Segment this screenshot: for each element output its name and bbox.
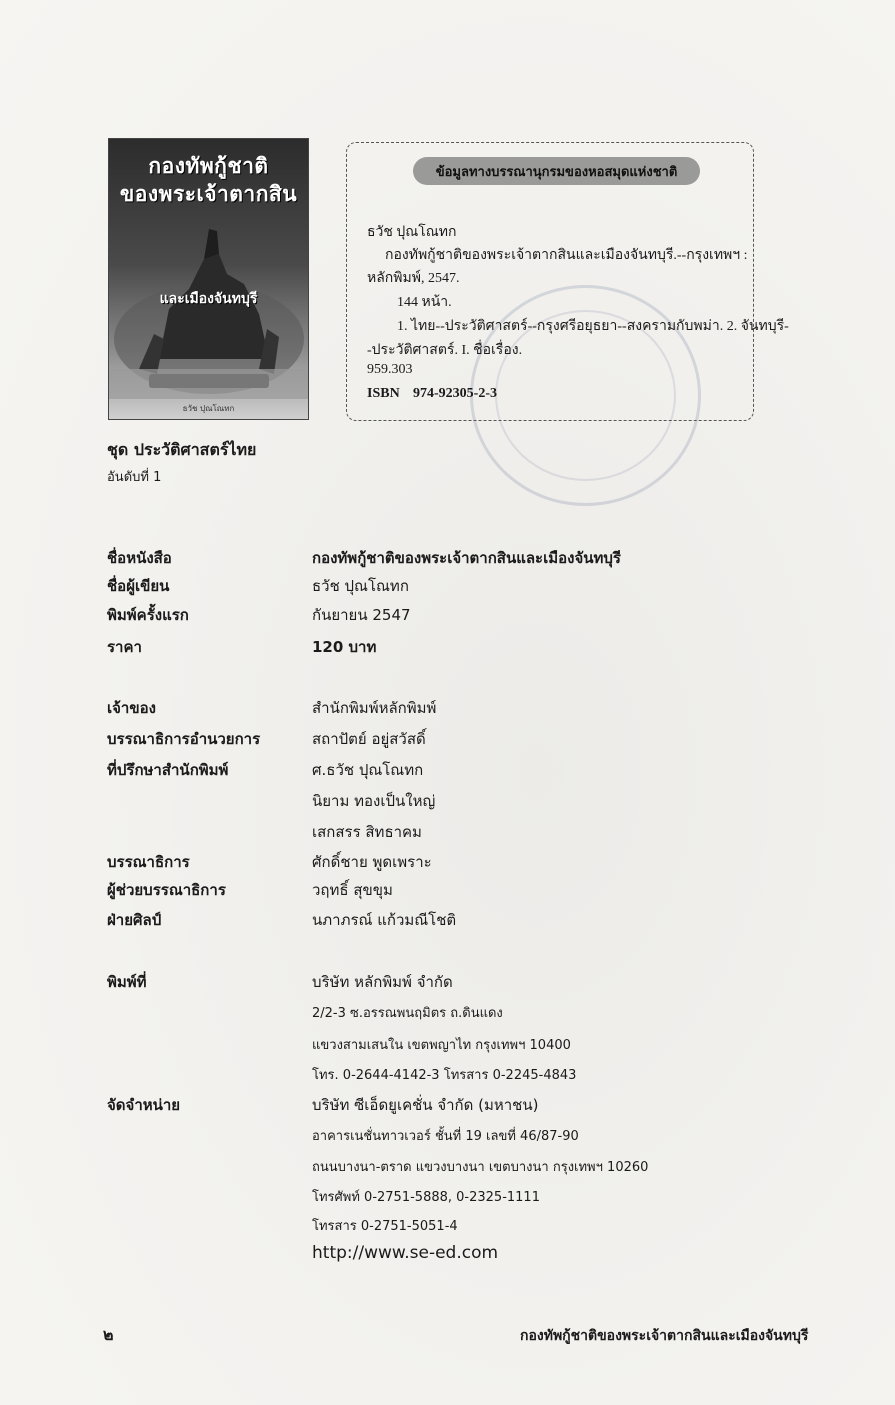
cip-isbn: 974-92305-2-3 (413, 386, 497, 401)
distributor-address-line1: อาคารเนชั่นทาวเวอร์ ชั้นที่ 19 เลขที่ 46/87-90 (312, 1129, 579, 1144)
printer-address-line1: 2/2-3 ซ.อรรณพนฤมิตร ถ.ดินแดง (312, 1006, 503, 1021)
director-label: บรรณาธิการอำนวยการ (107, 730, 261, 748)
advisor-3: เสกสรร สิทธาคม (312, 823, 422, 841)
book-cover-image (108, 138, 309, 420)
director-value: สถาปัตย์ อยู่สวัสดิ์ (312, 730, 426, 748)
printer-label: พิมพ์ที่ (107, 973, 147, 991)
advisor-1: ศ.ธวัช ปุณโณทก (312, 761, 424, 779)
distributor-name: บริษัท ซีเอ็ดยูเคชั่น จำกัด (มหาชน) (312, 1096, 539, 1114)
cover-title-line1: กองทัพกู้ชาติ (148, 154, 269, 178)
first-print-value: กันยายน 2547 (312, 606, 411, 624)
printer-name: บริษัท หลักพิมพ์ จำกัด (312, 973, 453, 991)
asst-editor-value: วฤทธิ์ สุขขุม (312, 881, 393, 899)
distributor-address-line2: ถนนบางนา-ตราด แขวงบางนา เขตบางนา กรุงเทพฯ 10260 (312, 1160, 649, 1175)
owner-value: สำนักพิมพ์หลักพิมพ์ (312, 699, 437, 717)
printer-phone: โทร. 0-2644-4142-3 โทรสาร 0-2245-4843 (312, 1068, 577, 1083)
cip-title-line1: กองทัพกู้ชาติของพระเจ้าตากสินและเมืองจันทบุรี.--กรุงเทพฯ : (385, 248, 748, 263)
art-value: นภาภรณ์ แก้วมณีโชติ (312, 911, 457, 929)
printer-address-line2: แขวงสามเสนใน เขตพญาไท กรุงเทพฯ 10400 (312, 1038, 571, 1053)
asst-editor-label: ผู้ช่วยบรรณาธิการ (107, 881, 226, 899)
first-print-label: พิมพ์ครั้งแรก (107, 606, 189, 624)
distributor-url[interactable]: http://www.se-ed.com (312, 1243, 499, 1263)
owner-label: เจ้าของ (107, 699, 156, 717)
cip-subjects-line2: -ประวัติศาสตร์. I. ชื่อเรื่อง. (367, 343, 523, 358)
distributor-fax: โทรสาร 0-2751-5051-4 (312, 1219, 458, 1234)
cover-subtitle: และเมืองจันทบุรี (159, 291, 258, 307)
cip-pages: 144 หน้า. (397, 295, 452, 310)
price-label: ราคา (107, 638, 142, 656)
cip-subjects-line1: 1. ไทย--ประวัติศาสตร์--กรุงศรีอยุธยา--สงครามกับพม่า. 2. จันทบุรี- (397, 319, 789, 334)
distributor-phone: โทรศัพท์ 0-2751-5888, 0-2325-1111 (312, 1190, 540, 1205)
cip-data-box (346, 142, 789, 421)
distributor-label: จัดจำหน่าย (107, 1096, 181, 1114)
editor-value: ศักดิ์ชาย พูดเพราะ (312, 853, 432, 871)
cip-header: ข้อมูลทางบรรณานุกรมของหอสมุดแห่งชาติ (413, 157, 700, 185)
cover-author: ธวัช ปุณโณทก (182, 404, 235, 413)
author-label: ชื่อผู้เขียน (107, 577, 170, 595)
series-name: ชุด ประวัติศาสตร์ไทย (107, 440, 257, 459)
advisor-2: นิยาม ทองเป็นใหญ่ (312, 792, 436, 810)
cip-isbn-label: ISBN (367, 386, 400, 401)
art-label: ฝ่ายศิลป์ (107, 911, 162, 929)
advisor-label: ที่ปรึกษาสำนักพิมพ์ (107, 761, 229, 779)
book-title-label: ชื่อหนังสือ (107, 549, 172, 567)
cip-author: ธวัช ปุณโณทก (367, 225, 457, 240)
price-value: 120 บาท (312, 638, 377, 656)
running-title: กองทัพกู้ชาติของพระเจ้าตากสินและเมืองจันทบุรี (520, 1328, 809, 1344)
cip-title-line2: หลักพิมพ์, 2547. (367, 271, 460, 286)
cover-title-line2: ของพระเจ้าตากสิน (119, 182, 298, 206)
editor-label: บรรณาธิการ (107, 853, 190, 871)
page-number: ๒ (103, 1325, 114, 1344)
series-order: อันดับที่ 1 (107, 470, 162, 485)
cip-classification: 959.303 (367, 362, 413, 377)
author-value: ธวัช ปุณโณทก (312, 577, 409, 595)
book-title-value: กองทัพกู้ชาติของพระเจ้าตากสินและเมืองจันทบุรี (312, 549, 621, 567)
